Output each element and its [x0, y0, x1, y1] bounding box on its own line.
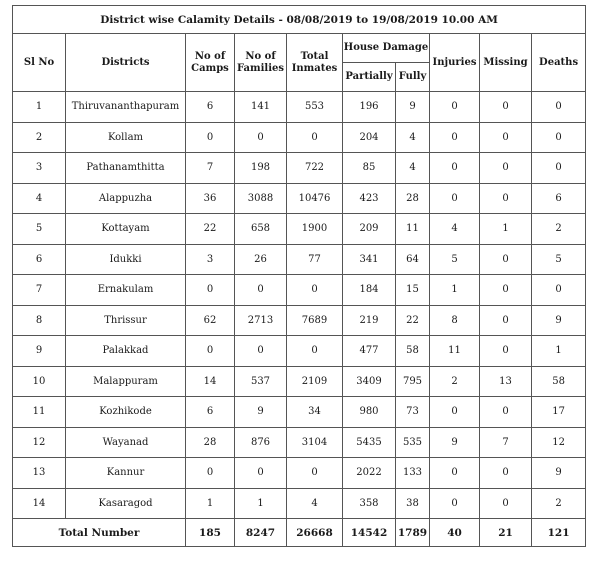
cell-deaths: 1 [532, 336, 586, 367]
cell-fully: 11 [396, 214, 430, 245]
cell-families: 141 [235, 92, 287, 123]
cell-district: Alappuzha [66, 183, 186, 214]
cell-fully: 28 [396, 183, 430, 214]
cell-fully: 73 [396, 397, 430, 428]
cell-deaths: 6 [532, 183, 586, 214]
cell-deaths: 0 [532, 153, 586, 184]
cell-sl-no: 4 [13, 183, 66, 214]
header-house-damage: House Damage [343, 34, 430, 63]
cell-district: Palakkad [66, 336, 186, 367]
cell-camps: 62 [186, 305, 235, 336]
cell-partially: 3409 [343, 366, 396, 397]
total-partially: 14542 [343, 519, 396, 547]
table-row [13, 305, 586, 336]
cell-partially: 341 [343, 244, 396, 275]
cell-partially: 980 [343, 397, 396, 428]
cell-missing: 0 [480, 275, 532, 306]
cell-inmates: 0 [287, 458, 343, 489]
cell-fully: 58 [396, 336, 430, 367]
cell-inmates: 34 [287, 397, 343, 428]
cell-district: Pathanamthitta [66, 153, 186, 184]
cell-camps: 0 [186, 458, 235, 489]
cell-district: Malappuram [66, 366, 186, 397]
cell-deaths: 58 [532, 366, 586, 397]
total-missing: 21 [480, 519, 532, 547]
cell-sl-no: 3 [13, 153, 66, 184]
cell-camps: 0 [186, 275, 235, 306]
cell-injuries: 0 [430, 122, 480, 153]
header-districts: Districts [66, 34, 186, 92]
cell-families: 0 [235, 336, 287, 367]
cell-families: 3088 [235, 183, 287, 214]
cell-injuries: 9 [430, 427, 480, 458]
table-row [13, 153, 586, 184]
table-row [13, 183, 586, 214]
cell-fully: 133 [396, 458, 430, 489]
cell-injuries: 0 [430, 183, 480, 214]
total-injuries: 40 [430, 519, 480, 547]
table-title: District wise Calamity Details - 08/08/2019 to 19/08/2019 10.00 AM [13, 6, 586, 34]
cell-fully: 64 [396, 244, 430, 275]
cell-missing: 0 [480, 336, 532, 367]
total-families: 8247 [235, 519, 287, 547]
cell-fully: 15 [396, 275, 430, 306]
total-row [13, 519, 586, 547]
cell-families: 0 [235, 275, 287, 306]
cell-district: Ernakulam [66, 275, 186, 306]
cell-families: 26 [235, 244, 287, 275]
cell-missing: 0 [480, 488, 532, 519]
cell-families: 0 [235, 122, 287, 153]
cell-missing: 1 [480, 214, 532, 245]
cell-sl-no: 11 [13, 397, 66, 428]
cell-families: 0 [235, 458, 287, 489]
cell-district: Kozhikode [66, 397, 186, 428]
cell-inmates: 1900 [287, 214, 343, 245]
cell-camps: 36 [186, 183, 235, 214]
cell-partially: 184 [343, 275, 396, 306]
cell-fully: 22 [396, 305, 430, 336]
header-partially: Partially [343, 63, 396, 92]
cell-camps: 14 [186, 366, 235, 397]
cell-injuries: 4 [430, 214, 480, 245]
cell-families: 1 [235, 488, 287, 519]
cell-camps: 6 [186, 397, 235, 428]
cell-inmates: 4 [287, 488, 343, 519]
total-label: Total Number [13, 519, 186, 547]
cell-camps: 3 [186, 244, 235, 275]
cell-sl-no: 14 [13, 488, 66, 519]
cell-camps: 1 [186, 488, 235, 519]
cell-injuries: 0 [430, 458, 480, 489]
cell-missing: 0 [480, 92, 532, 123]
cell-sl-no: 6 [13, 244, 66, 275]
cell-deaths: 9 [532, 458, 586, 489]
cell-fully: 38 [396, 488, 430, 519]
table-row [13, 275, 586, 306]
cell-missing: 7 [480, 427, 532, 458]
cell-sl-no: 7 [13, 275, 66, 306]
header-families: No of Families [235, 34, 287, 92]
cell-inmates: 553 [287, 92, 343, 123]
cell-district: Kannur [66, 458, 186, 489]
cell-partially: 85 [343, 153, 396, 184]
cell-partially: 204 [343, 122, 396, 153]
cell-deaths: 2 [532, 488, 586, 519]
cell-deaths: 17 [532, 397, 586, 428]
total-fully: 1789 [396, 519, 430, 547]
cell-inmates: 0 [287, 336, 343, 367]
cell-injuries: 0 [430, 397, 480, 428]
header-missing: Missing [480, 34, 532, 92]
total-inmates: 26668 [287, 519, 343, 547]
cell-partially: 196 [343, 92, 396, 123]
header-injuries: Injuries [430, 34, 480, 92]
cell-partially: 219 [343, 305, 396, 336]
cell-injuries: 0 [430, 92, 480, 123]
cell-deaths: 5 [532, 244, 586, 275]
cell-district: Idukki [66, 244, 186, 275]
table-row [13, 427, 586, 458]
header-camps: No of Camps [186, 34, 235, 92]
cell-families: 198 [235, 153, 287, 184]
cell-partially: 2022 [343, 458, 396, 489]
cell-deaths: 9 [532, 305, 586, 336]
cell-inmates: 2109 [287, 366, 343, 397]
cell-inmates: 77 [287, 244, 343, 275]
cell-district: Kottayam [66, 214, 186, 245]
table-row [13, 488, 586, 519]
cell-fully: 535 [396, 427, 430, 458]
cell-sl-no: 13 [13, 458, 66, 489]
cell-camps: 7 [186, 153, 235, 184]
table-row [13, 244, 586, 275]
cell-camps: 0 [186, 122, 235, 153]
table-row [13, 458, 586, 489]
cell-injuries: 2 [430, 366, 480, 397]
table-row [13, 397, 586, 428]
cell-partially: 423 [343, 183, 396, 214]
cell-inmates: 722 [287, 153, 343, 184]
table-row [13, 366, 586, 397]
cell-camps: 28 [186, 427, 235, 458]
header-sl-no: Sl No [13, 34, 66, 92]
header-inmates: Total Inmates [287, 34, 343, 92]
cell-sl-no: 1 [13, 92, 66, 123]
cell-fully: 795 [396, 366, 430, 397]
cell-deaths: 0 [532, 92, 586, 123]
calamity-table [12, 5, 586, 547]
cell-partially: 209 [343, 214, 396, 245]
cell-district: Kollam [66, 122, 186, 153]
cell-sl-no: 2 [13, 122, 66, 153]
cell-partially: 5435 [343, 427, 396, 458]
total-deaths: 121 [532, 519, 586, 547]
cell-injuries: 5 [430, 244, 480, 275]
cell-injuries: 0 [430, 488, 480, 519]
cell-inmates: 7689 [287, 305, 343, 336]
cell-district: Thrissur [66, 305, 186, 336]
cell-district: Thiruvananthapuram [66, 92, 186, 123]
cell-families: 537 [235, 366, 287, 397]
cell-camps: 22 [186, 214, 235, 245]
calamity-table-sheet [12, 5, 585, 567]
cell-missing: 0 [480, 122, 532, 153]
cell-missing: 0 [480, 458, 532, 489]
cell-fully: 9 [396, 92, 430, 123]
cell-camps: 6 [186, 92, 235, 123]
cell-sl-no: 12 [13, 427, 66, 458]
cell-sl-no: 9 [13, 336, 66, 367]
table-body [13, 92, 586, 519]
cell-sl-no: 10 [13, 366, 66, 397]
cell-fully: 4 [396, 153, 430, 184]
cell-families: 876 [235, 427, 287, 458]
cell-partially: 358 [343, 488, 396, 519]
cell-inmates: 3104 [287, 427, 343, 458]
cell-district: Wayanad [66, 427, 186, 458]
header-fully: Fully [396, 63, 430, 92]
cell-partially: 477 [343, 336, 396, 367]
cell-camps: 0 [186, 336, 235, 367]
cell-missing: 0 [480, 397, 532, 428]
cell-missing: 0 [480, 153, 532, 184]
cell-missing: 13 [480, 366, 532, 397]
table-row [13, 336, 586, 367]
cell-inmates: 10476 [287, 183, 343, 214]
cell-injuries: 0 [430, 153, 480, 184]
total-camps: 185 [186, 519, 235, 547]
cell-injuries: 8 [430, 305, 480, 336]
table-row [13, 122, 586, 153]
cell-deaths: 0 [532, 275, 586, 306]
cell-inmates: 0 [287, 275, 343, 306]
cell-families: 2713 [235, 305, 287, 336]
cell-sl-no: 5 [13, 214, 66, 245]
cell-missing: 0 [480, 305, 532, 336]
cell-district: Kasaragod [66, 488, 186, 519]
cell-deaths: 0 [532, 122, 586, 153]
cell-inmates: 0 [287, 122, 343, 153]
cell-deaths: 2 [532, 214, 586, 245]
cell-injuries: 1 [430, 275, 480, 306]
header-deaths: Deaths [532, 34, 586, 92]
table-row [13, 92, 586, 123]
cell-sl-no: 8 [13, 305, 66, 336]
cell-families: 9 [235, 397, 287, 428]
cell-deaths: 12 [532, 427, 586, 458]
cell-families: 658 [235, 214, 287, 245]
cell-missing: 0 [480, 183, 532, 214]
table-row [13, 214, 586, 245]
cell-injuries: 11 [430, 336, 480, 367]
cell-fully: 4 [396, 122, 430, 153]
cell-missing: 0 [480, 244, 532, 275]
